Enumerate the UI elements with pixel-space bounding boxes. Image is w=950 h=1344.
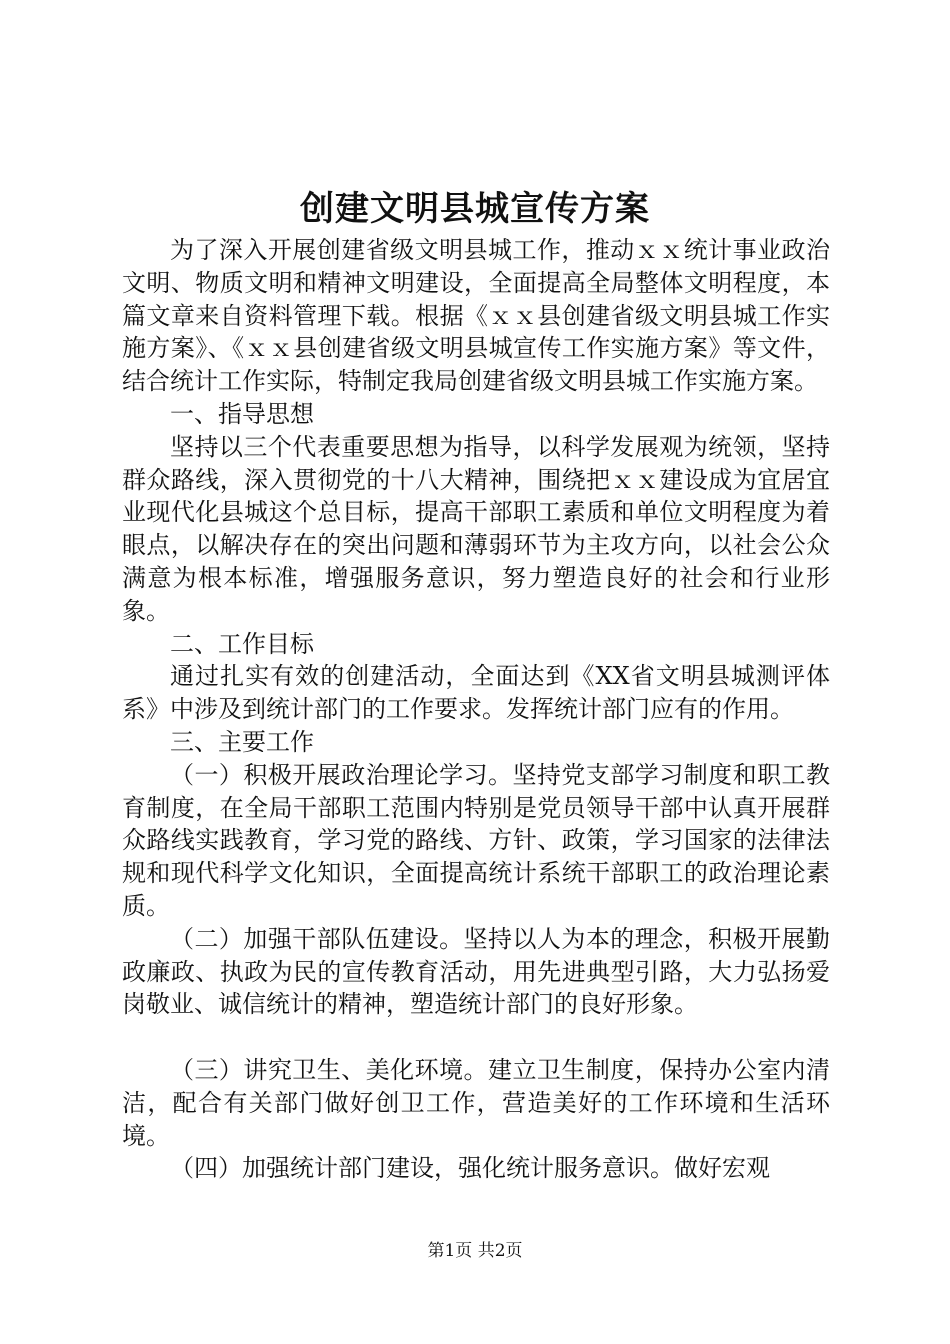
section-heading-work-goals: 二、工作目标	[170, 629, 314, 658]
page-number-footer: 第1页 共2页	[427, 1241, 523, 1261]
main-work-item-4: （四）加强统计部门建设，强化统计服务意识。做好宏观	[170, 1154, 770, 1183]
main-work-item-1: （一）积极开展政治理论学习。坚持党支部学习制度和职工教育制度，在全局干部职工范围内特别是党员领导干部中认真开展群众路线实践教育，学习党的路线、方针、政策，学习国家的法律法规和现代科学文化知识，全面提高统计系统干部职工的政治理论素质。	[122, 760, 830, 920]
main-work-item-2: （二）加强干部队伍建设。坚持以人为本的理念，积极开展勤政廉政、执政为民的宣传教育活动，用先进典型引路，大力弘扬爱岗敬业、诚信统计的精神，塑造统计部门的良好形象。	[122, 924, 830, 1019]
guiding-ideology-paragraph: 坚持以三个代表重要思想为指导，以科学发展观为统领，坚持群众路线，深入贯彻党的十八大精神，围绕把ｘｘ建设成为宜居宜业现代化县城这个总目标，提高干部职工素质和单位文明程度为着眼点，以解决存在的突出问题和薄弱环节为主攻方向，以社会公众满意为根本标准，增强服务意识，努力塑造良好的社会和行业形象。	[122, 432, 830, 625]
document-body	[122, 234, 830, 1185]
main-work-item-3: （三）讲究卫生、美化环境。建立卫生制度，保持办公室内清洁，配合有关部门做好创卫工作，营造美好的工作环境和生活环境。	[122, 1055, 830, 1150]
work-goals-paragraph: 通过扎实有效的创建活动，全面达到《XX省文明县城测评体系》中涉及到统计部门的工作要求。发挥统计部门应有的作用。	[122, 662, 830, 724]
intro-paragraph: 为了深入开展创建省级文明县城工作，推动ｘｘ统计事业政治文明、物质文明和精神文明建设，全面提高全局整体文明程度，本篇文章来自资料管理下载。根据《ｘｘ县创建省级文明县城工作实施方案》、《ｘｘ县创建省级文明县城宣传工作实施方案》等文件，结合统计工作实际，特制定我局创建省级文明县城工作实施方案。	[122, 236, 830, 396]
section-heading-main-work: 三、主要工作	[170, 727, 314, 756]
paragraph-spacer	[122, 1021, 830, 1054]
document-title: 创建文明县城宣传方案	[300, 189, 650, 229]
section-heading-guiding-ideology: 一、指导思想	[170, 399, 314, 428]
